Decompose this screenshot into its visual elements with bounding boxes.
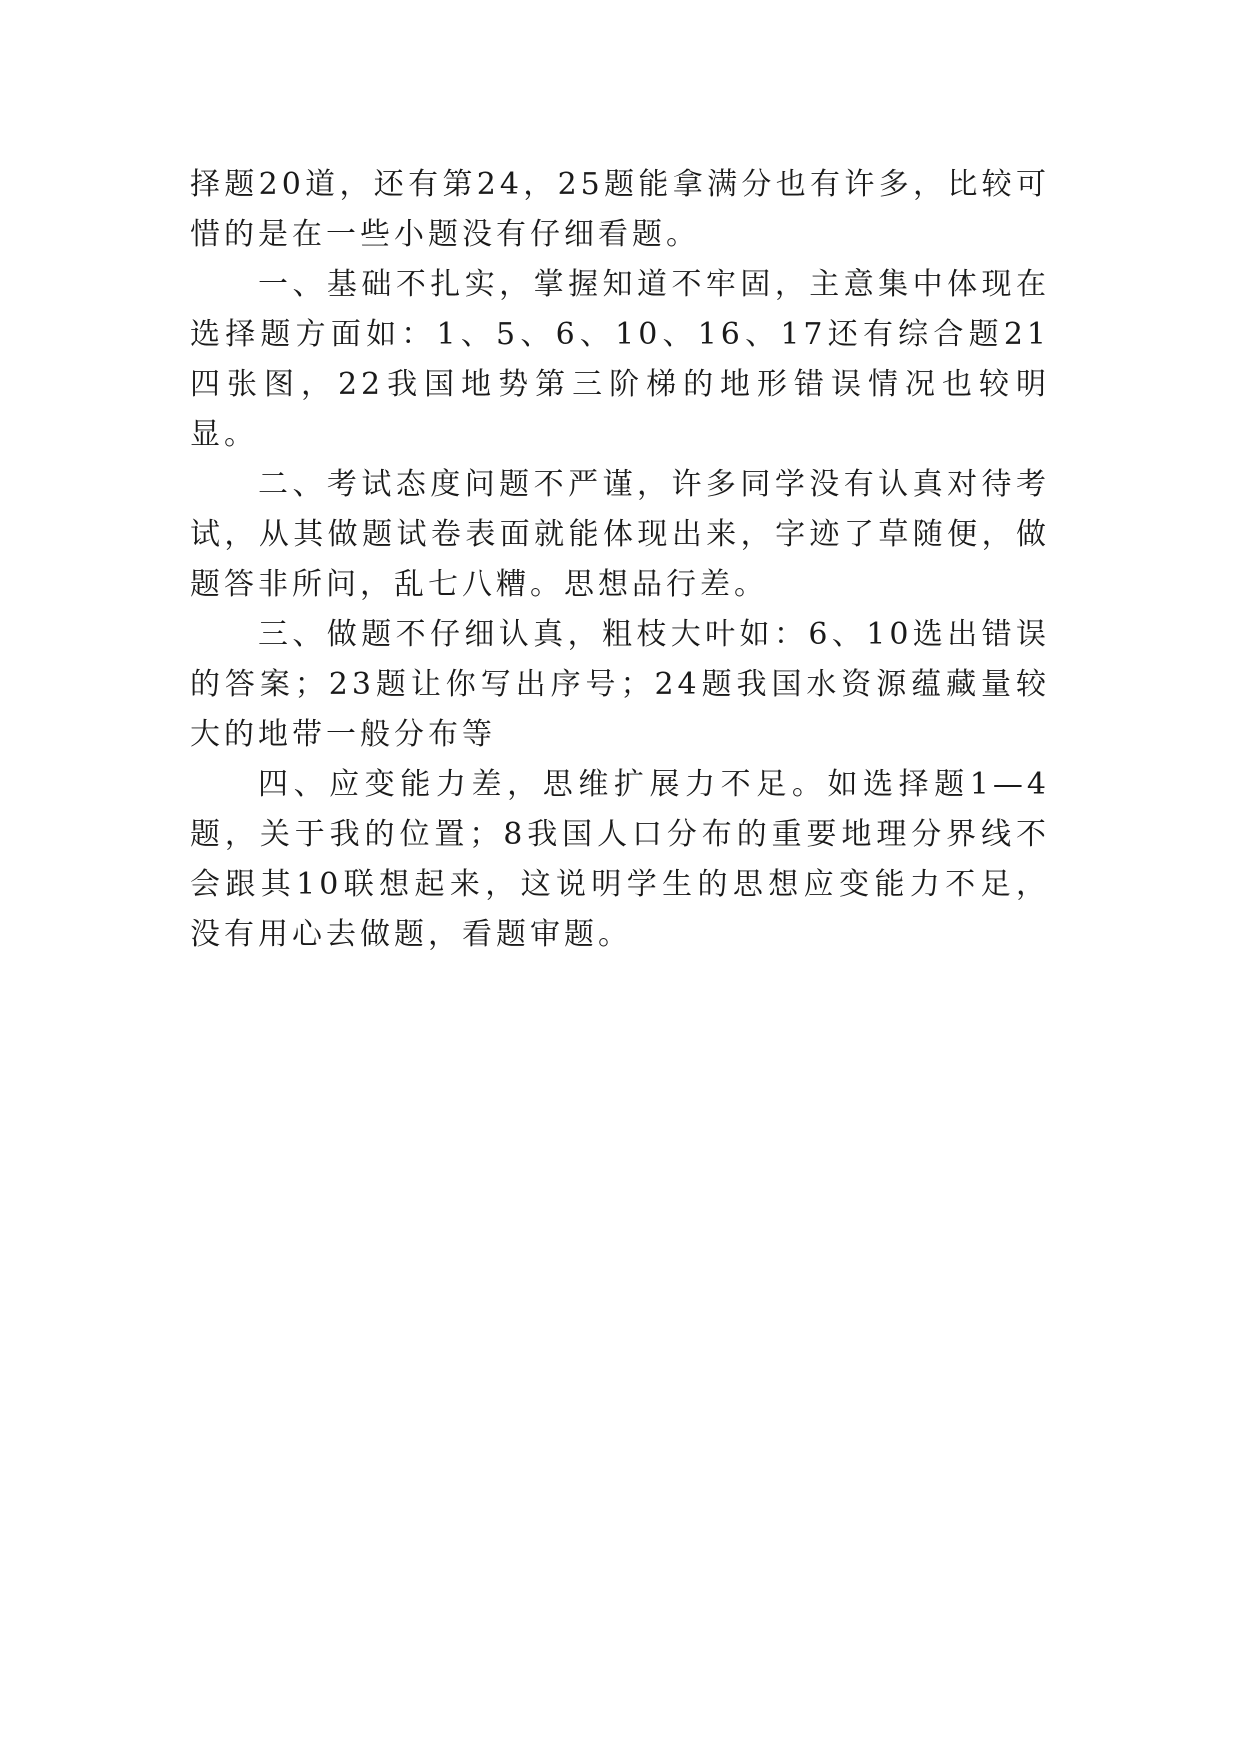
paragraph-point-four: 四、应变能力差，思维扩展力不足。如选择题1—4题，关于我的位置；8我国人口分布的重要地理分界线不会跟其10联想起来，这说明学生的思想应变能力不足，没有用心去做题，看题审题。 bbox=[190, 767, 1050, 952]
paragraph-point-two: 二、考试态度问题不严谨，许多同学没有认真对待考试，从其做题试卷表面就能体现出来，字迹了草随便，做题答非所问，乱七八糟。思想品行差。 bbox=[190, 467, 1050, 602]
paragraph-point-three: 三、做题不仔细认真，粗枝大叶如：6、10选出错误的答案；23题让你写出序号；24题我国水资源蕴藏量较大的地带一般分布等 bbox=[190, 617, 1050, 752]
document-body bbox=[190, 160, 1050, 960]
paragraph-continuation: 择题20道，还有第24，25题能拿满分也有许多，比较可惜的是在一些小题没有仔细看题。 bbox=[190, 167, 1050, 252]
paragraph-point-one: 一、基础不扎实，掌握知道不牢固，主意集中体现在选择题方面如：1、5、6、10、16、17还有综合题21四张图，22我国地势第三阶梯的地形错误情况也较明显。 bbox=[190, 267, 1050, 452]
